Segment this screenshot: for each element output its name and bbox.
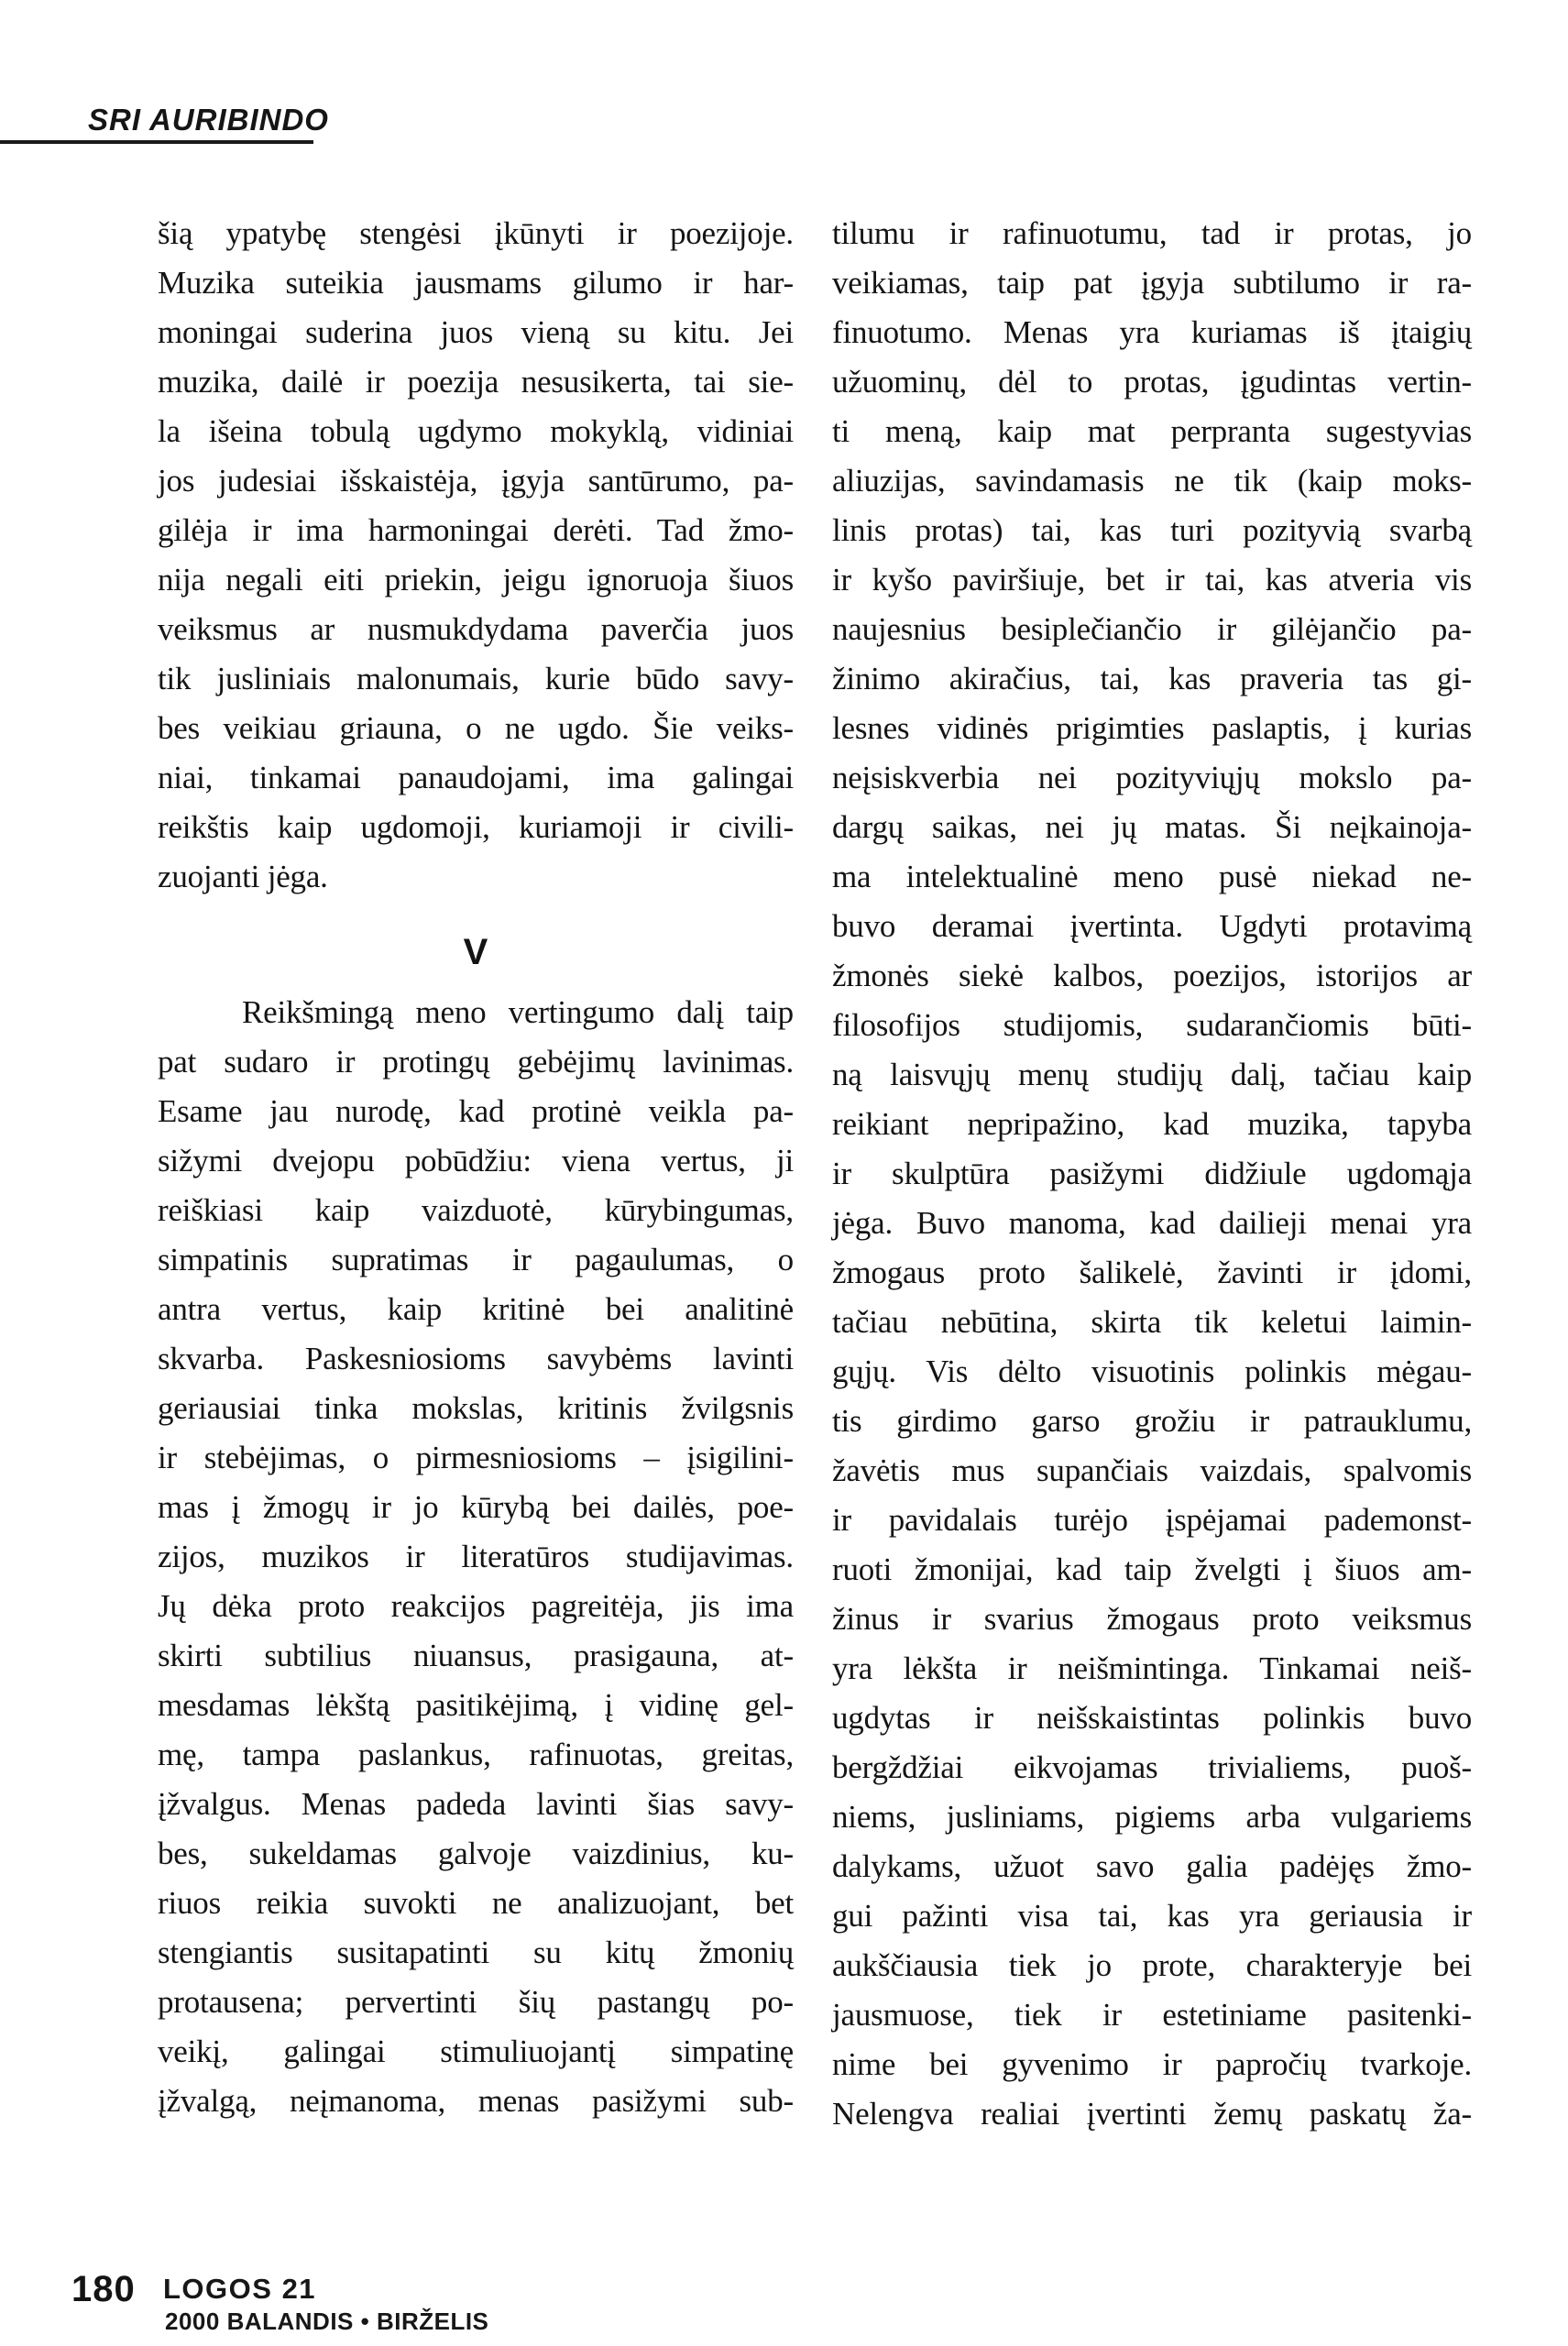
text-line: bes veikiau griauna, o ne ugdo. Šie veiks- [158,710,794,746]
text-line: aliuzijas, savindamasis ne tik (kaip moks- [832,463,1472,499]
text-line: žinimo akiračius, tai, kas praveria tas gi- [832,661,1472,696]
left-text-column [158,209,794,2126]
text-line: niai, tinkamai panaudojami, ima galingai [158,760,794,795]
header-rule [0,140,313,144]
text-line: ir kyšo paviršiuje, bet ir tai, kas atveria vis [832,562,1472,597]
text-line: nija negali eiti priekin, jeigu ignoruoja šiuos [158,562,794,597]
text-line: Nelengva realiai įvertinti žemų paskatų ža- [832,2096,1472,2132]
text-line: ir stebėjimas, o pirmesniosioms – įsigilini- [158,1440,794,1475]
text-line: moningai suderina juos vieną su kitu. Jei [158,314,794,350]
text-line: naujesnius besiplečiančio ir gilėjančio pa- [832,611,1472,647]
text-line: tis girdimo garso grožiu ir patrauklumu, [832,1403,1472,1439]
text-line: jėga. Buvo manoma, kad dailieji menai yra [832,1205,1472,1241]
text-line: nime bei gyvenimo ir papročių tvarkoje. [832,2046,1472,2082]
text-line: ma intelektualinė meno pusė niekad ne- [832,859,1472,894]
text-line: ruoti žmonijai, kad taip žvelgti į šiuos am- [832,1551,1472,1587]
text-line: sižymi dvejopu pobūdžiu: viena vertus, ji [158,1143,794,1178]
journal-title: LOGOS 21 [163,2273,317,2305]
text-line: Muzika suteikia jausmams gilumo ir har- [158,265,794,301]
text-line: ir skulptūra pasižymi didžiule ugdomąja [832,1156,1472,1191]
text-line: aukščiausia tiek jo prote, charakteryje bei [832,1947,1472,1983]
text-line: riuos reikia suvokti ne analizuojant, bet [158,1885,794,1921]
text-line: zijos, muzikos ir literatūros studijavimas. [158,1539,794,1574]
text-line: veikiamas, taip pat įgyja subtilumo ir ra- [832,265,1472,301]
paragraph-continuation [158,209,794,902]
text-line: bes, sukeldamas galvoje vaizdinius, ku- [158,1836,794,1871]
text-line: skvarba. Paskesniosioms savybėms lavinti [158,1341,794,1376]
text-line: jausmuose, tiek ir estetiniame pasitenki- [832,1997,1472,2033]
text-line: įžvalgus. Menas padeda lavinti šias savy- [158,1786,794,1822]
text-line: mę, tampa paslankus, rafinuotas, greitas, [158,1737,794,1772]
paragraph-section-v [158,988,794,2126]
text-line: šią ypatybę stengėsi įkūnyti ir poezijoje. [158,215,794,251]
text-line: reikštis kaip ugdomoji, kuriamoji ir civili- [158,809,794,845]
text-line: geriausiai tinka mokslas, kritinis žvilgsnis [158,1390,794,1426]
text-line: tilumu ir rafinuotumu, tad ir protas, jo [832,215,1472,251]
text-line: užuominų, dėl to protas, įgudintas vertin- [832,364,1472,400]
text-line: veiksmus ar nusmukdydama paverčia juos [158,611,794,647]
text-line: Reikšmingą meno vertingumo dalį taip [242,994,794,1030]
text-line: tik jusliniais malonumais, kurie būdo savy- [158,661,794,696]
text-line: gilėja ir ima harmoningai derėti. Tad žmo- [158,512,794,548]
text-line: stengiantis susitapatinti su kitų žmonių [158,1935,794,1970]
text-line: filosofijos studijomis, sudarančiomis būti- [832,1007,1472,1043]
text-line: žmogaus proto šalikelė, žavinti ir įdomi, [832,1255,1472,1290]
text-line: ugdytas ir neišskaistintas polinkis buvo [832,1700,1472,1736]
text-line: neįsiskverbia nei pozityviųjų mokslo pa- [832,760,1472,795]
text-line: skirti subtilius niuansus, prasigauna, at- [158,1638,794,1673]
text-line: ną laisvųjų menų studijų dalį, tačiau kaip [832,1057,1472,1092]
text-line: žmonės siekė kalbos, poezijos, istorijos ar [832,958,1472,993]
text-line: finuotumo. Menas yra kuriamas iš įtaigių [832,314,1472,350]
text-line: linis protas) tai, kas turi pozityvią svarbą [832,512,1472,548]
text-line: protausena; pervertinti šių pastangų po- [158,1984,794,2020]
text-line: Jų dėka proto reakcijos pagreitėja, jis ima [158,1588,794,1624]
text-line: Esame jau nurodę, kad protinė veikla pa- [158,1093,794,1129]
text-line: yra lėkšta ir neišmintinga. Tinkamai neiš- [832,1650,1472,1686]
paragraph-continuation-right [832,209,1472,2139]
text-line: niems, jusliniams, pigiems arba vulgariems [832,1799,1472,1835]
text-line: buvo deramai įvertinta. Ugdyti protavimą [832,908,1472,944]
text-line: jos judesiai išskaistėja, įgyja santūrumo, pa- [158,463,794,499]
text-line: gųjų. Vis dėlto visuotinis polinkis mėgau- [832,1354,1472,1389]
journal-issue-date: 2000 BALANDIS • BIRŽELIS [165,2308,489,2335]
running-header-author: SRI AURIBINDO [88,103,329,137]
text-line: reikiant nepripažino, kad muzika, tapyba [832,1106,1472,1142]
text-line: lesnes vidinės prigimties paslaptis, į kurias [832,710,1472,746]
text-line: zuojanti jėga. [158,859,328,894]
text-line: reiškiasi kaip vaizduotė, kūrybingumas, [158,1192,794,1228]
text-line: ti meną, kaip mat perpranta sugestyvias [832,413,1472,449]
page-number: 180 [71,2269,136,2309]
text-line: pat sudaro ir protingų gebėjimų lavinimas. [158,1044,794,1080]
text-line: mesdamas lėkštą pasitikėjimą, į vidinę gel- [158,1687,794,1723]
text-line: mas į žmogų ir jo kūrybą bei dailės, poe- [158,1489,794,1525]
text-line: muzika, dailė ir poezija nesusikerta, tai sie- [158,364,794,400]
text-line: veikį, galingai stimuliuojantį simpatinę [158,2034,794,2069]
text-line: žavėtis mus supančiais vaizdais, spalvomis [832,1453,1472,1488]
text-line: dalykams, užuot savo galia padėjęs žmo- [832,1848,1472,1884]
text-line: simpatinis supratimas ir pagaulumas, o [158,1242,794,1277]
text-line: gui pažinti visa tai, kas yra geriausia ir [832,1898,1472,1934]
text-line: dargų saikas, nei jų matas. Ši neįkainoja- [832,809,1472,845]
text-line: įžvalgą, neįmanoma, menas pasižymi sub- [158,2083,794,2119]
text-line: tačiau nebūtina, skirta tik keletui laimin- [832,1304,1472,1340]
section-heading-v: V [463,932,488,972]
text-line: antra vertus, kaip kritinė bei analitinė [158,1291,794,1327]
right-text-column [832,209,1472,2139]
text-line: žinus ir svarius žmogaus proto veiksmus [832,1601,1472,1637]
text-line: bergždžiai eikvojamas trivialiems, puoš- [832,1749,1472,1785]
text-line: la išeina tobulą ugdymo mokyklą, vidiniai [158,413,794,449]
text-line: ir pavidalais turėjo įspėjamai pademonst- [832,1502,1472,1538]
